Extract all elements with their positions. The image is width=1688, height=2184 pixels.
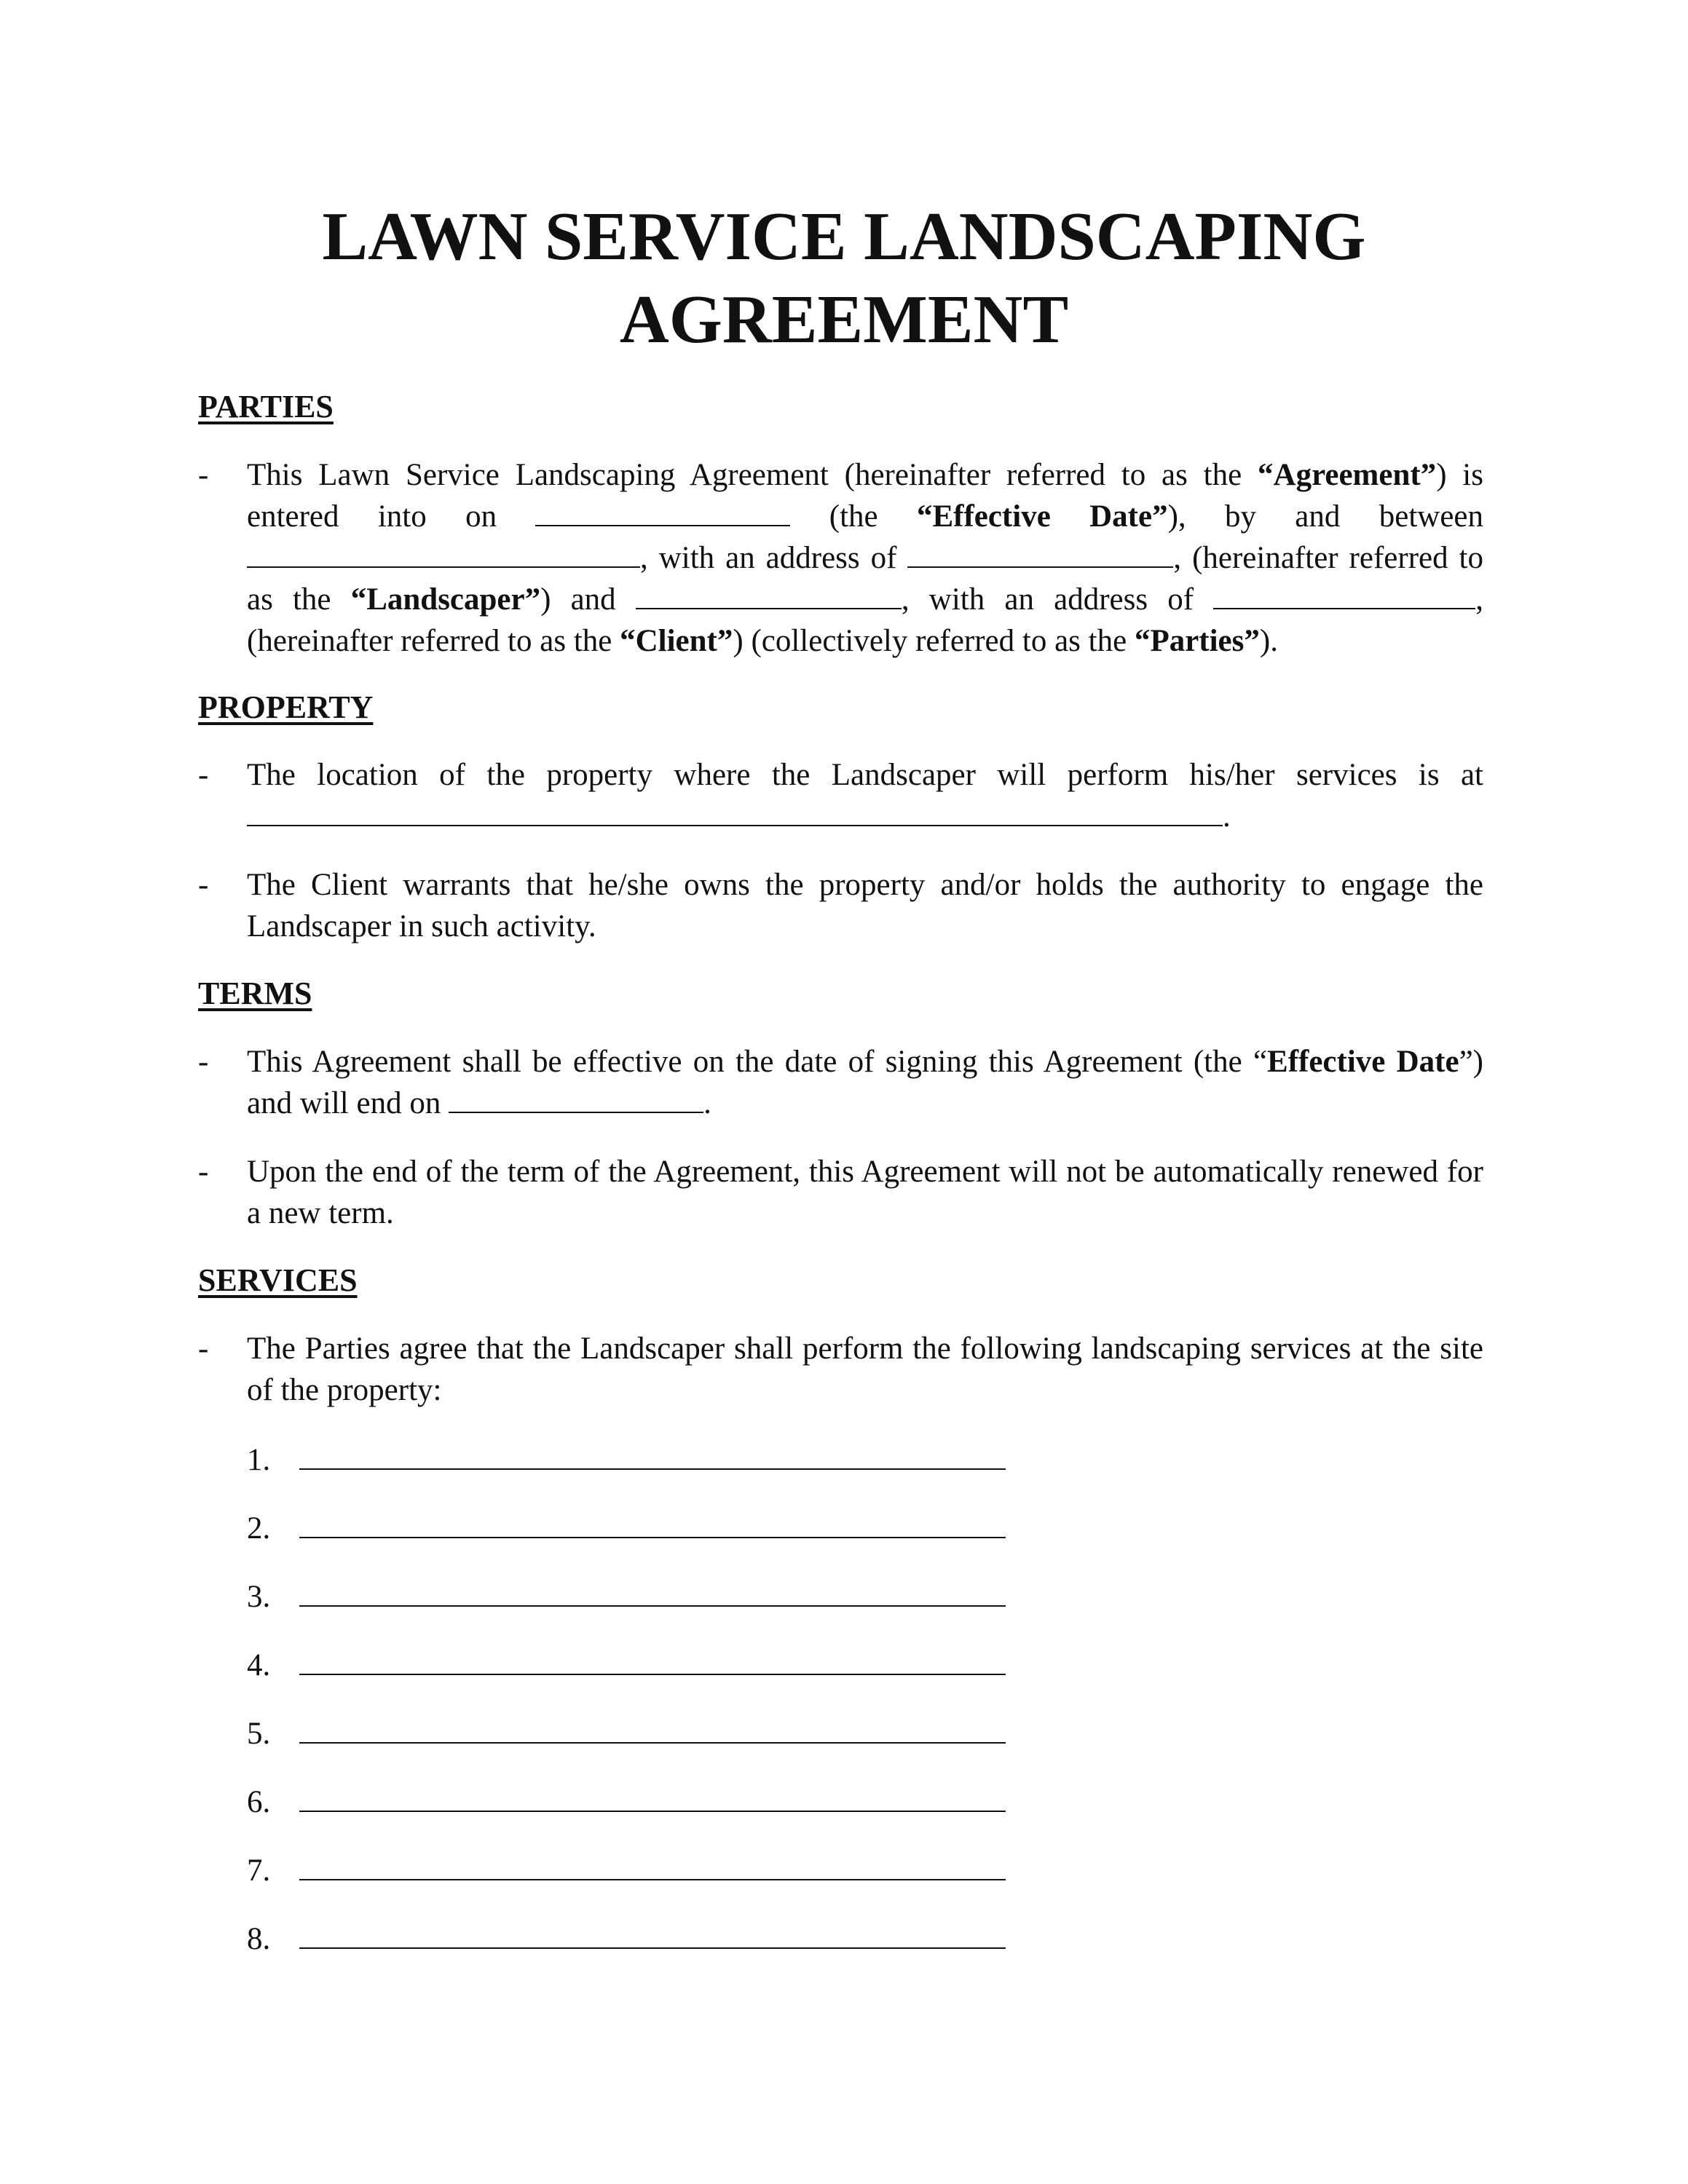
title-line-1: LAWN SERVICE LANDSCAPING bbox=[322, 199, 1366, 274]
term-parties: “Parties” bbox=[1134, 624, 1260, 658]
term-effective-date: “Effective Date” bbox=[916, 499, 1168, 534]
service-item-number: 4. bbox=[247, 1648, 271, 1682]
service-item-blank[interactable] bbox=[299, 1505, 1006, 1538]
bullet-dash: - bbox=[198, 868, 209, 902]
service-item-number: 6. bbox=[247, 1785, 271, 1819]
property-location-blank[interactable] bbox=[247, 796, 1223, 826]
service-item-blank[interactable] bbox=[299, 1710, 1006, 1744]
service-item-blank[interactable] bbox=[299, 1847, 1006, 1880]
bullet-dash: - bbox=[198, 1045, 209, 1079]
service-item-2 bbox=[247, 1505, 1006, 1549]
services-heading: SERVICES bbox=[198, 1262, 358, 1298]
property-heading: PROPERTY bbox=[198, 689, 374, 725]
client-address-blank[interactable] bbox=[1213, 579, 1475, 609]
service-item-8 bbox=[247, 1915, 1006, 1960]
service-item-3 bbox=[247, 1573, 1006, 1618]
parties-heading: PARTIES bbox=[198, 389, 334, 424]
property-location-text: The location of the property where the Landscaper will perform his/her services is at . bbox=[247, 758, 1483, 834]
service-item-blank[interactable] bbox=[299, 1915, 1006, 1949]
service-item-number: 3. bbox=[247, 1580, 271, 1614]
property-warranty-text: The Client warrants that he/she owns the property and/or holds the authority to engage the Landscaper in such activity. bbox=[247, 868, 1483, 943]
client-name-blank[interactable] bbox=[636, 579, 902, 609]
service-item-blank[interactable] bbox=[299, 1642, 1006, 1675]
end-date-blank[interactable] bbox=[449, 1083, 703, 1113]
bullet-dash: - bbox=[198, 1332, 209, 1366]
landscaper-name-blank[interactable] bbox=[247, 537, 640, 568]
service-item-blank[interactable] bbox=[299, 1779, 1006, 1812]
service-item-number: 5. bbox=[247, 1717, 271, 1751]
bullet-dash: - bbox=[198, 458, 209, 492]
services-text: The Parties agree that the Landscaper shall perform the following landscaping services at the site of the property: bbox=[247, 1332, 1483, 1407]
service-item-7 bbox=[247, 1847, 1006, 1891]
effective-date-blank[interactable] bbox=[535, 496, 790, 526]
title-line-2: AGREEMENT bbox=[619, 282, 1069, 357]
service-item-number: 1. bbox=[247, 1443, 271, 1477]
term-effective-date-2: Effective Date bbox=[1267, 1045, 1459, 1079]
service-item-5 bbox=[247, 1710, 1006, 1754]
terms-renewal-text: Upon the end of the term of the Agreement, this Agreement will not be automatically renewed for a new term. bbox=[247, 1155, 1483, 1230]
term-client: “Client” bbox=[620, 624, 733, 658]
landscaper-address-blank[interactable] bbox=[907, 537, 1173, 568]
service-item-blank[interactable] bbox=[299, 1436, 1006, 1470]
parties-text: This Lawn Service Landscaping Agreement (hereinafter referred to as the “Agreement”) is entered into on (the “Effective Date”), by and between , with an address of , (hereinafter referred to as the “Landscaper”) and , with an address of , (hereinafter referred to as the “Client”) (collectively referred to as the “Parties”). bbox=[247, 458, 1484, 658]
service-item-number: 7. bbox=[247, 1853, 271, 1888]
bullet-dash: - bbox=[198, 758, 209, 792]
document-title bbox=[0, 195, 1688, 361]
service-item-1 bbox=[247, 1436, 1006, 1481]
service-item-number: 8. bbox=[247, 1922, 271, 1956]
terms-heading: TERMS bbox=[198, 976, 312, 1011]
term-landscaper: “Landscaper” bbox=[350, 582, 541, 617]
bullet-dash: - bbox=[198, 1155, 209, 1189]
term-agreement: “Agreement” bbox=[1258, 458, 1437, 492]
service-item-blank[interactable] bbox=[299, 1573, 1006, 1607]
service-item-4 bbox=[247, 1642, 1006, 1686]
service-item-6 bbox=[247, 1779, 1006, 1823]
service-item-number: 2. bbox=[247, 1511, 271, 1546]
terms-effective-text: This Agreement shall be effective on the date of signing this Agreement (the “Effective Date”) and will end on . bbox=[247, 1045, 1483, 1120]
